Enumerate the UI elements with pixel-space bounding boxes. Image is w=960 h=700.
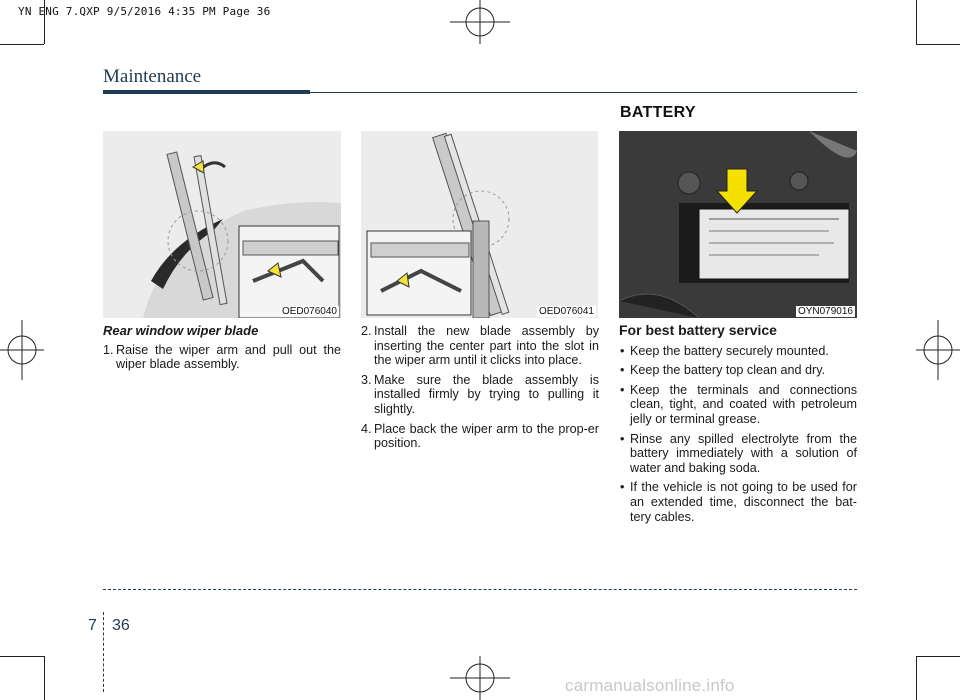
bullet-dot-icon: • bbox=[620, 343, 625, 358]
bullet-dot-icon: • bbox=[620, 382, 625, 397]
battery-photo-graphic bbox=[619, 131, 857, 318]
step-number: 4. bbox=[361, 421, 372, 436]
battery-heading: BATTERY bbox=[620, 104, 696, 121]
bullet-text: Keep the battery top clean and dry. bbox=[630, 363, 826, 378]
section-rule-thin bbox=[310, 92, 857, 93]
footer-vertical-rule bbox=[103, 612, 104, 692]
wiper-illustration-graphic bbox=[103, 131, 341, 318]
step-number: 1. bbox=[103, 342, 114, 357]
bullet-item bbox=[619, 383, 857, 427]
bullet-item bbox=[619, 363, 857, 378]
section-rule-thick bbox=[103, 90, 310, 94]
bullet-item bbox=[619, 344, 857, 359]
footer-dashed-rule bbox=[103, 589, 857, 590]
section-title: Maintenance bbox=[103, 66, 202, 87]
bullet-text: Keep the terminals and connections clean, tight, and coated with petroleum jelly or terminal grease. bbox=[630, 382, 857, 426]
step-number: 2. bbox=[361, 324, 372, 338]
battery-service-heading: For best battery service bbox=[619, 322, 777, 338]
watermark: carmanualsonline.info bbox=[565, 676, 735, 695]
bullet-dot-icon: • bbox=[620, 363, 625, 378]
column-3 bbox=[619, 323, 857, 529]
step-4 bbox=[361, 422, 599, 451]
column-1 bbox=[103, 324, 341, 377]
wiper-removal-illustration bbox=[103, 131, 341, 318]
bullet-text: Rinse any spilled electrolyte from the battery immediately with a solution of water and baking soda. bbox=[630, 431, 857, 475]
image-code-1: OED076040 bbox=[281, 306, 337, 317]
step-text: Install the new blade assembly by inserting the center part into the slot in the wiper arm until it clicks into place. bbox=[374, 324, 599, 368]
bullet-text: Keep the battery securely mounted. bbox=[630, 343, 829, 358]
print-header: YN ENG 7.QXP 9/5/2016 4:35 PM Page 36 bbox=[18, 5, 271, 18]
bullet-text: If the vehicle is not going to be used for an extended time, disconnect the bat-tery cables. bbox=[630, 480, 857, 524]
battery-photo bbox=[619, 131, 857, 318]
step-1 bbox=[103, 343, 341, 372]
bullet-item bbox=[619, 432, 857, 476]
bullet-item bbox=[619, 480, 857, 524]
step-3 bbox=[361, 373, 599, 417]
step-text: Make sure the blade assembly is installed firmly by trying to pulling it slightly. bbox=[374, 372, 599, 416]
step-text: Raise the wiper arm and pull out the wiper blade assembly. bbox=[116, 342, 341, 372]
image-code-3: OYN079016 bbox=[797, 306, 853, 317]
step-2 bbox=[361, 324, 599, 368]
image-code-2: OED076041 bbox=[538, 306, 594, 317]
step-text: Place back the wiper arm to the prop-er position. bbox=[374, 421, 599, 451]
page-number: 36 bbox=[112, 617, 130, 634]
step-number: 3. bbox=[361, 372, 372, 387]
column-2 bbox=[361, 324, 599, 456]
bullet-dot-icon: • bbox=[620, 431, 625, 446]
wiper-subheading: Rear window wiper blade bbox=[103, 323, 259, 338]
chapter-number: 7 bbox=[88, 617, 97, 634]
wiper-install-graphic bbox=[361, 131, 598, 318]
bullet-dot-icon: • bbox=[620, 480, 625, 495]
wiper-install-illustration bbox=[361, 131, 598, 318]
